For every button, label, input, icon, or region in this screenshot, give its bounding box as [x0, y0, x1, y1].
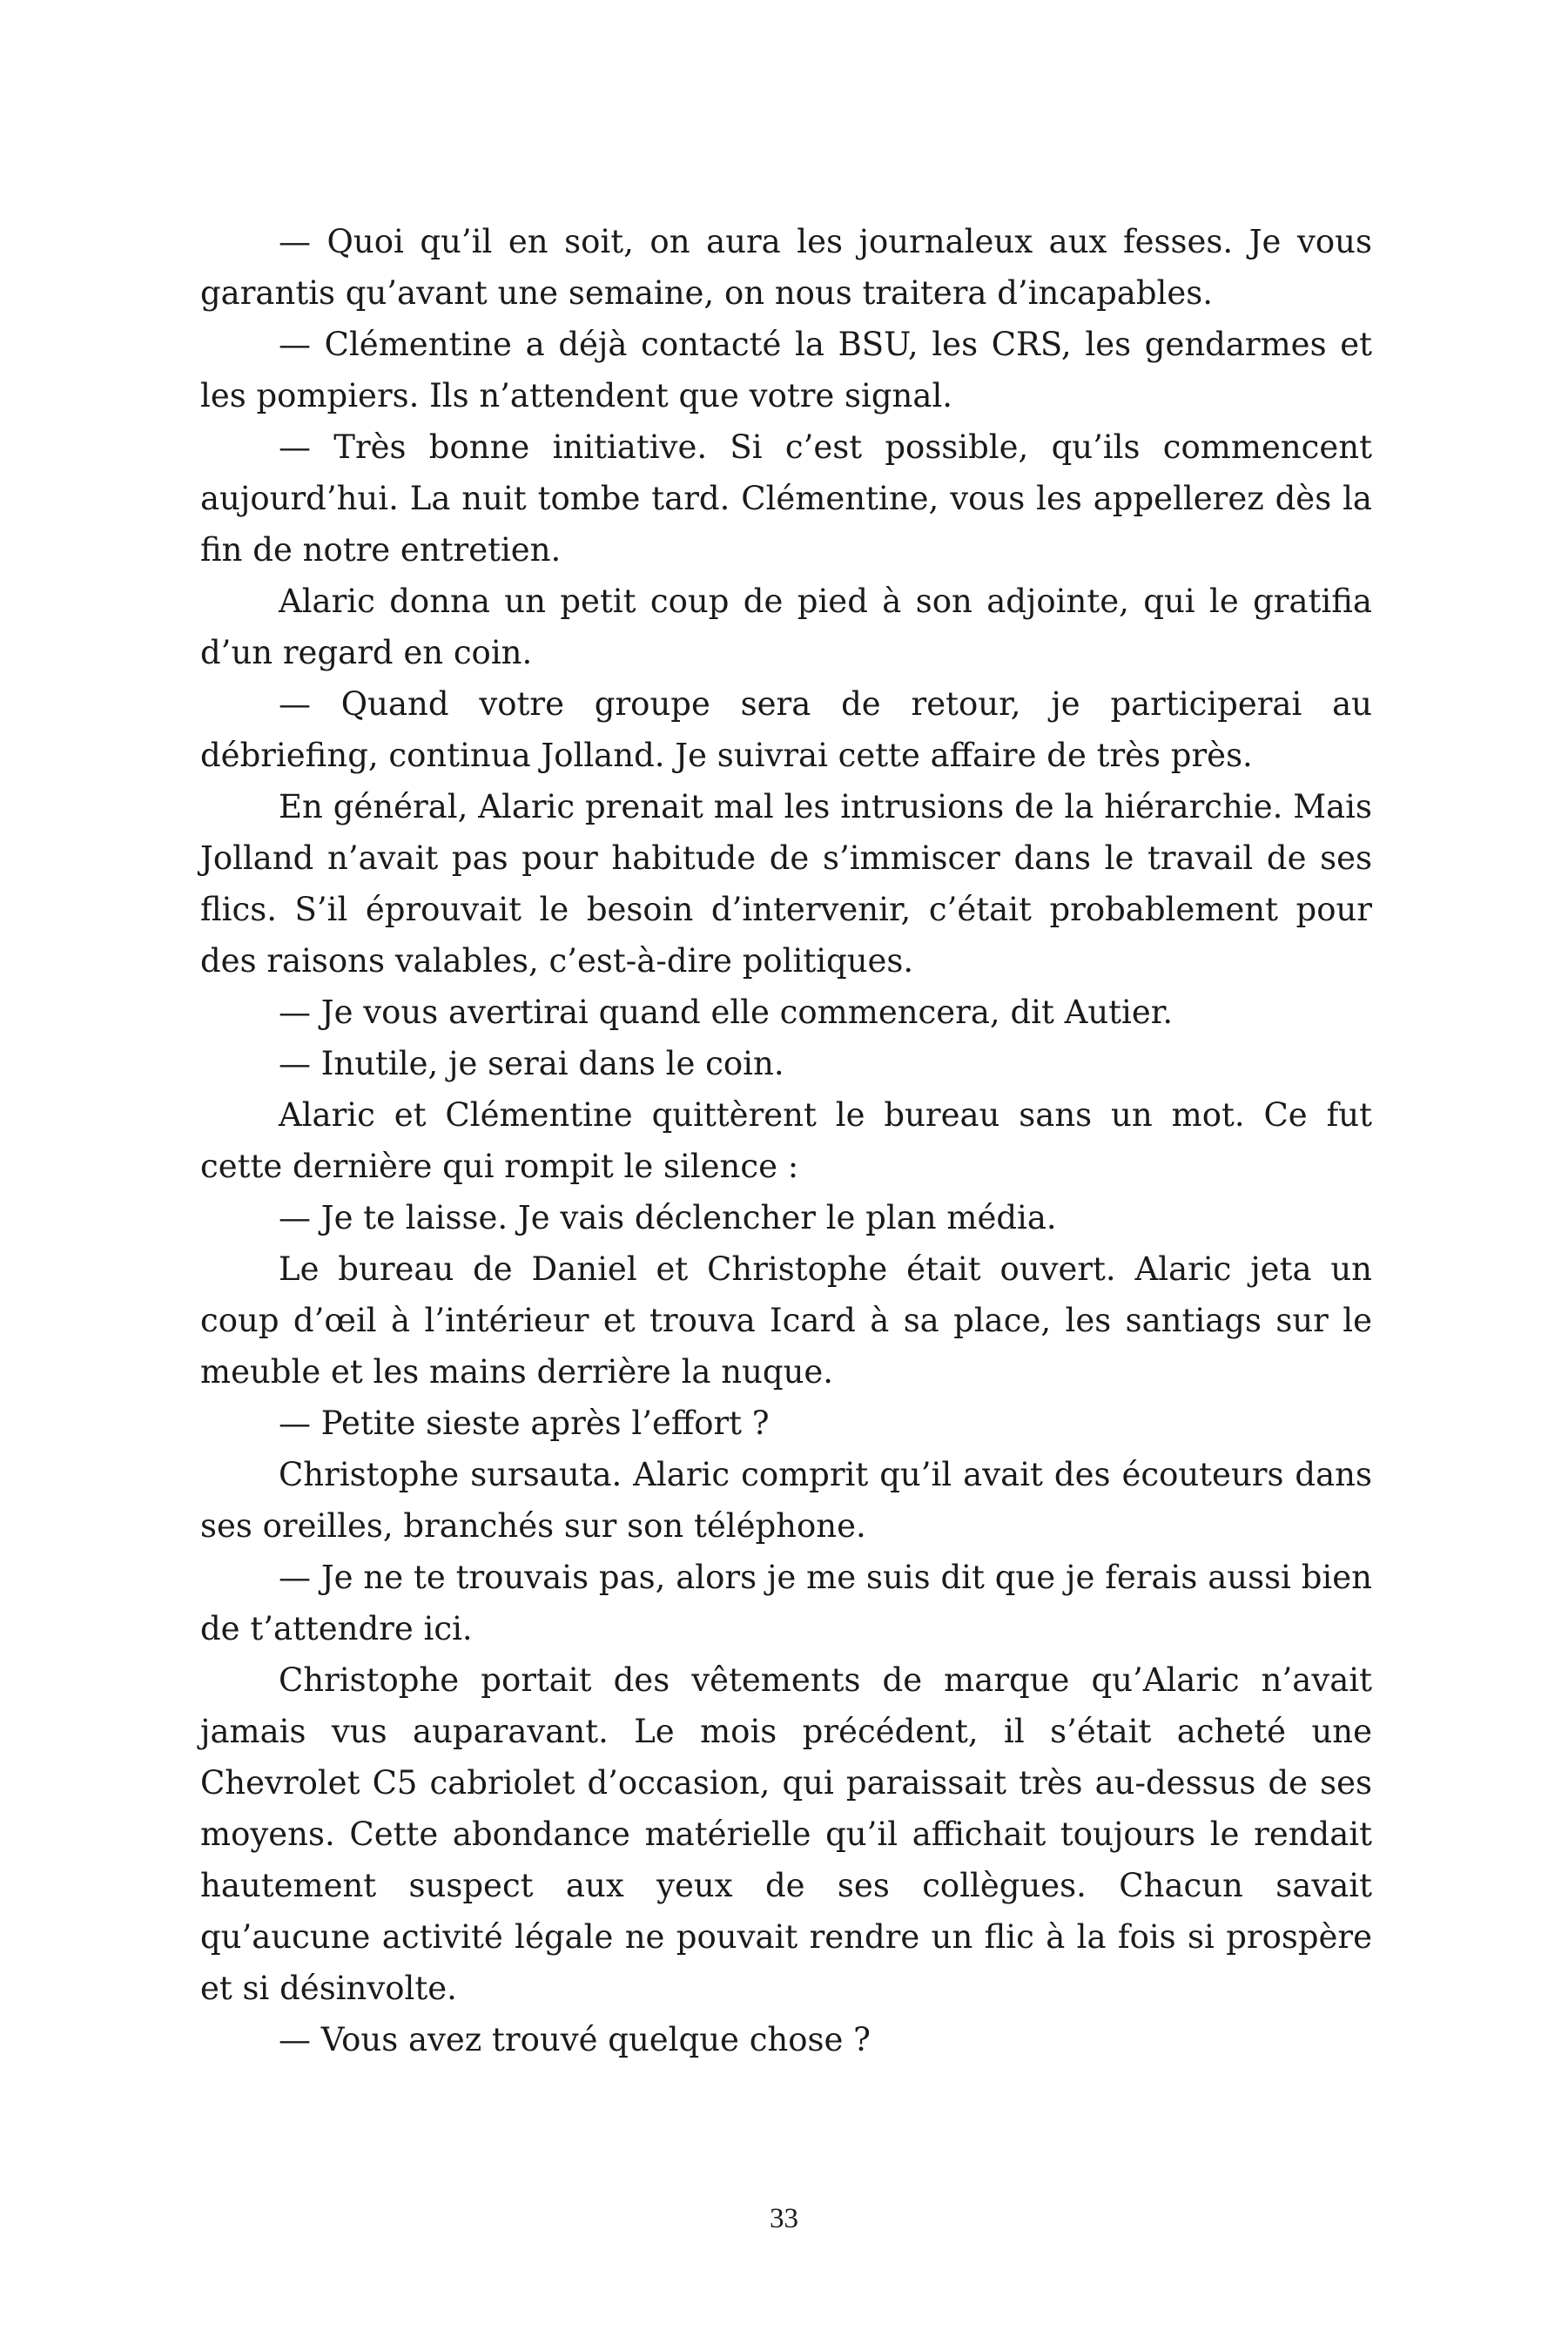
- paragraph: — Quand votre groupe sera de retour, je participerai au débriefing, continua Jolland. Je suivrai cette affaire de très près.: [200, 685, 1372, 774]
- paragraph: — Je vous avertirai quand elle commencera, dit Autier.: [279, 994, 1174, 1031]
- body-text: [200, 216, 1372, 2065]
- paragraph: — Inutile, je serai dans le coin.: [279, 1045, 784, 1082]
- paragraph: — Je ne te trouvais pas, alors je me suis dit que je ferais aussi bien de t’attendre ici.: [200, 1559, 1372, 1647]
- paragraph: Le bureau de Daniel et Christophe était ouvert. Alaric jeta un coup d’œil à l’intérieur et trouva Icard à sa place, les santiags sur le meuble et les mains derrière la nuque.: [200, 1250, 1372, 1391]
- paragraph: — Quoi qu’il en soit, on aura les journaleux aux fesses. Je vous garantis qu’avant une semaine, on nous traitera d’incapables.: [200, 223, 1372, 312]
- paragraph: — Clémentine a déjà contacté la BSU, les CRS, les gendarmes et les pompiers. Ils n’attendent que votre signal.: [200, 326, 1372, 414]
- paragraph: Alaric et Clémentine quittèrent le bureau sans un mot. Ce fut cette dernière qui rompit le silence :: [200, 1096, 1372, 1185]
- paragraph: En général, Alaric prenait mal les intrusions de la hiérarchie. Mais Jolland n’avait pas pour habitude de s’immiscer dans le travail de ses flics. S’il éprouvait le besoin d’intervenir, c’était probablement pour des raisons valables, c’est-à-dire politiques.: [200, 788, 1372, 980]
- paragraph: Christophe sursauta. Alaric comprit qu’il avait des écouteurs dans ses oreilles, branchés sur son téléphone.: [200, 1456, 1372, 1545]
- paragraph: — Je te laisse. Je vais déclencher le plan média.: [279, 1199, 1057, 1236]
- paragraph: — Très bonne initiative. Si c’est possible, qu’ils commencent aujourd’hui. La nuit tombe tard. Clémentine, vous les appellerez dès la fin de notre entretien.: [200, 428, 1372, 569]
- page-number: 33: [770, 2203, 798, 2234]
- paragraph: Alaric donna un petit coup de pied à son adjointe, qui le gratifia d’un regard en coin.: [200, 583, 1372, 671]
- paragraph: — Petite sieste après l’effort ?: [279, 1405, 770, 1442]
- paragraph: Christophe portait des vêtements de marque qu’Alaric n’avait jamais vus auparavant. Le mois précédent, il s’était acheté une Chevrolet C5 cabriolet d’occasion, qui paraissait très au-dessus de ses moyens. Cette abondance matérielle qu’il affichait toujours le rendait hautement suspect aux yeux de ses collègues. Chacun savait qu’aucune activité légale ne pouvait rendre un flic à la fois si prospère et si désinvolte.: [200, 1661, 1372, 2007]
- paragraph: — Vous avez trouvé quelque chose ?: [279, 2021, 871, 2058]
